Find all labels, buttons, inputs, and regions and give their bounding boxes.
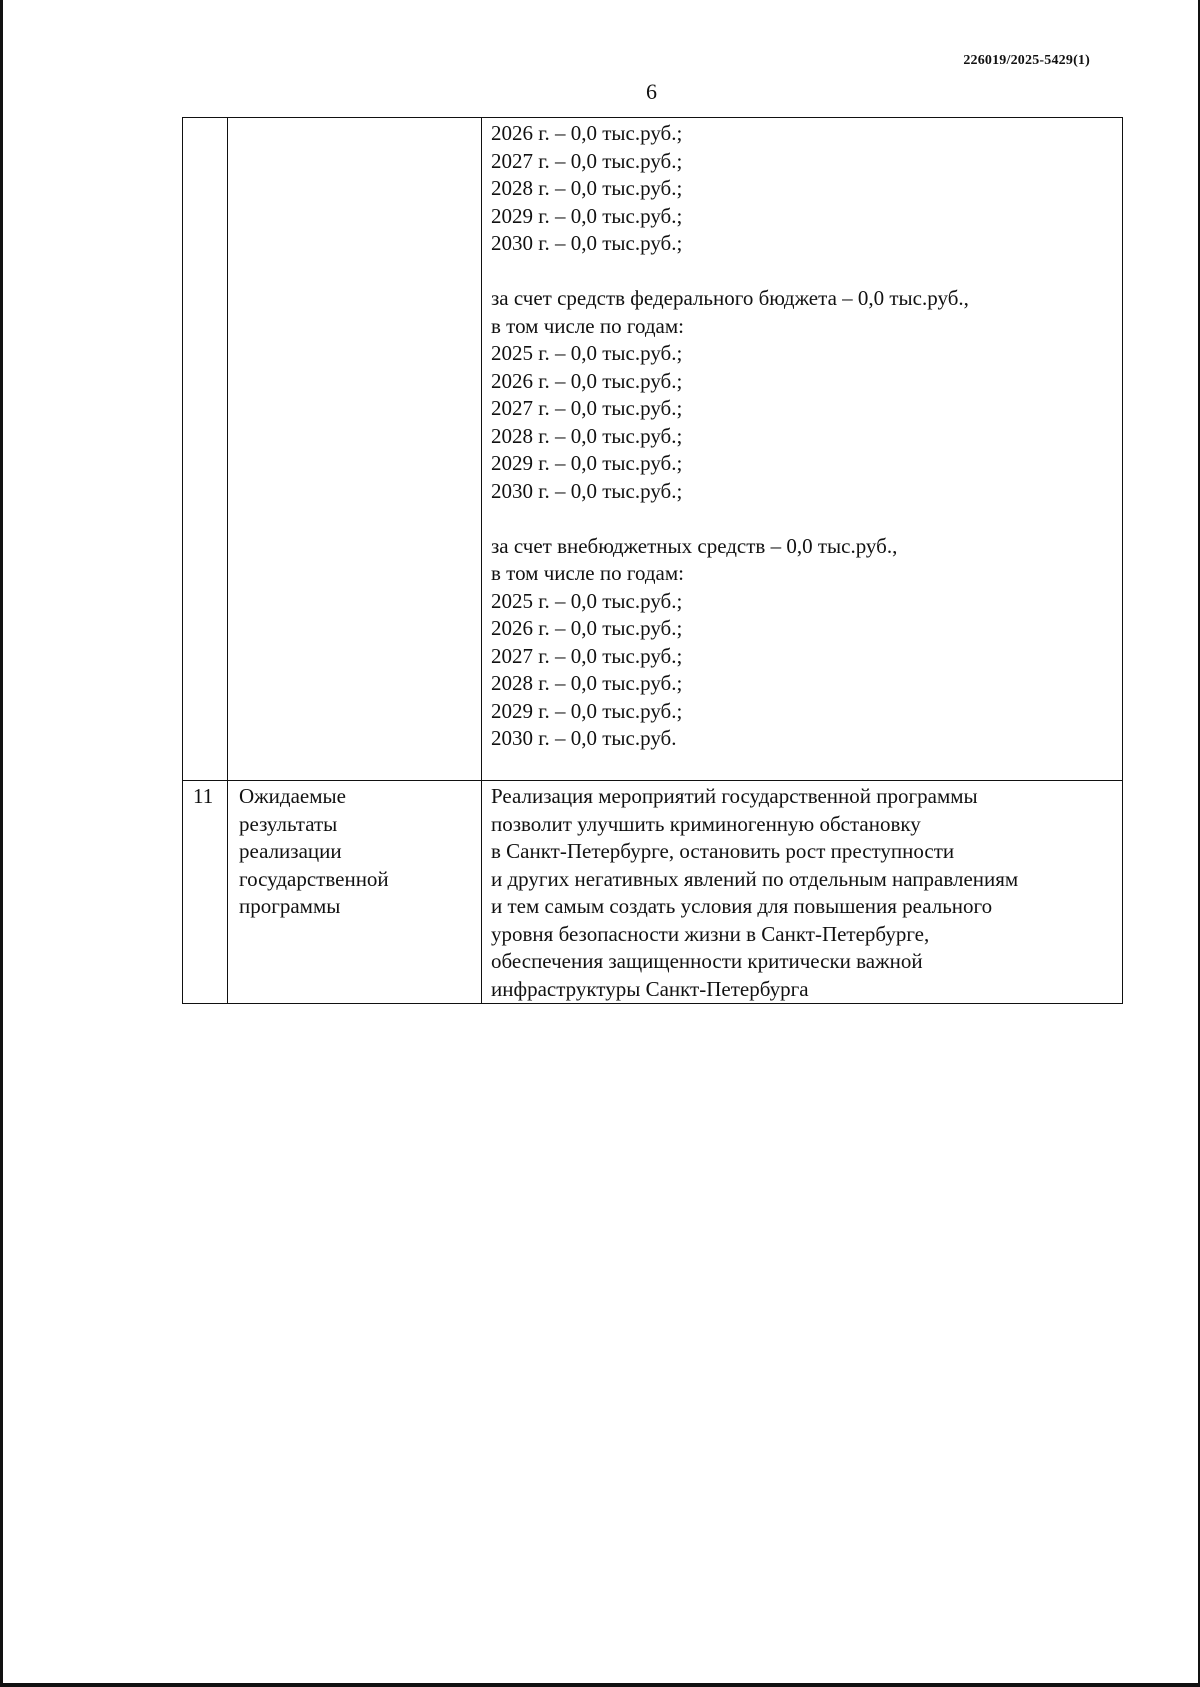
- financing-line: 2028 г. – 0,0 тыс.руб.;: [491, 671, 683, 695]
- program-passport-table: [182, 117, 1123, 1004]
- financing-line: 2026 г. – 0,0 тыс.руб.;: [491, 368, 683, 393]
- page-number: 6: [646, 79, 657, 104]
- result-text-line: Реализация мероприятий государственной программы: [491, 784, 978, 808]
- result-text-line: и тем самым создать условия для повышения реального: [491, 894, 993, 918]
- financing-line: 2029 г. – 0,0 тыс.руб.;: [491, 203, 683, 228]
- row-name-line: государственной: [239, 866, 389, 891]
- row-number: [183, 118, 227, 120]
- financing-line: 2026 г. – 0,0 тыс.руб.;: [491, 121, 683, 145]
- row-name-line: результаты: [239, 811, 338, 836]
- row-number: 11: [193, 784, 214, 808]
- table-row-financing-continuation: [183, 118, 1123, 781]
- financing-content-cell: [482, 118, 1123, 781]
- result-text-line: уровня безопасности жизни в Санкт-Петербурге,: [491, 921, 930, 946]
- result-text-line: инфраструктуры Санкт-Петербурга: [491, 976, 809, 1001]
- financing-line: 2026 г. – 0,0 тыс.руб.;: [491, 616, 683, 640]
- financing-line: 2030 г. – 0,0 тыс.руб.;: [491, 478, 683, 503]
- table-row-expected-results: [183, 781, 1123, 1004]
- financing-line: 2030 г. – 0,0 тыс.руб.: [491, 726, 677, 750]
- extrabudgetary-heading: за счет внебюджетных средств – 0,0 тыс.руб.,: [491, 533, 898, 558]
- financing-line: 2027 г. – 0,0 тыс.руб.;: [491, 643, 683, 668]
- financing-line: 2025 г. – 0,0 тыс.руб.;: [491, 341, 683, 365]
- row-name: [228, 118, 481, 120]
- row-name-line: программы: [239, 894, 341, 918]
- row-name-cell: [228, 781, 482, 1004]
- row-name-line: реализации: [239, 839, 342, 863]
- financing-line: 2027 г. – 0,0 тыс.руб.;: [491, 148, 683, 173]
- financing-line: 2028 г. – 0,0 тыс.руб.;: [491, 423, 683, 448]
- page-border-bottom: [0, 1683, 1200, 1687]
- expected-results-cell: [482, 781, 1123, 1004]
- financing-line: 2029 г. – 0,0 тыс.руб.;: [491, 451, 683, 475]
- financing-line: 2027 г. – 0,0 тыс.руб.;: [491, 396, 683, 420]
- row-number-cell: [183, 118, 228, 781]
- extrabudgetary-subheading: в том числе по годам:: [491, 561, 684, 585]
- document-id: 226019/2025-5429(1): [963, 53, 1090, 68]
- result-text-line: обеспечения защищенности критически важной: [491, 949, 923, 973]
- financing-line: 2029 г. – 0,0 тыс.руб.;: [491, 698, 683, 723]
- page-border-left: [0, 0, 3, 1687]
- result-text-line: и других негативных явлений по отдельным направлениям: [491, 866, 1019, 891]
- row-name-cell: [228, 118, 482, 781]
- result-text-line: позволит улучшить криминогенную обстановку: [491, 811, 921, 836]
- financing-line: 2025 г. – 0,0 тыс.руб.;: [491, 588, 683, 613]
- financing-line: 2030 г. – 0,0 тыс.руб.;: [491, 231, 683, 255]
- row-number-cell: [183, 781, 228, 1004]
- row-name-line: Ожидаемые: [239, 784, 346, 808]
- federal-budget-heading: за счет средств федерального бюджета – 0,0 тыс.руб.,: [491, 286, 969, 310]
- result-text-line: в Санкт-Петербурге, остановить рост преступности: [491, 839, 955, 863]
- federal-budget-subheading: в том числе по годам:: [491, 313, 684, 338]
- financing-line: 2028 г. – 0,0 тыс.руб.;: [491, 176, 683, 200]
